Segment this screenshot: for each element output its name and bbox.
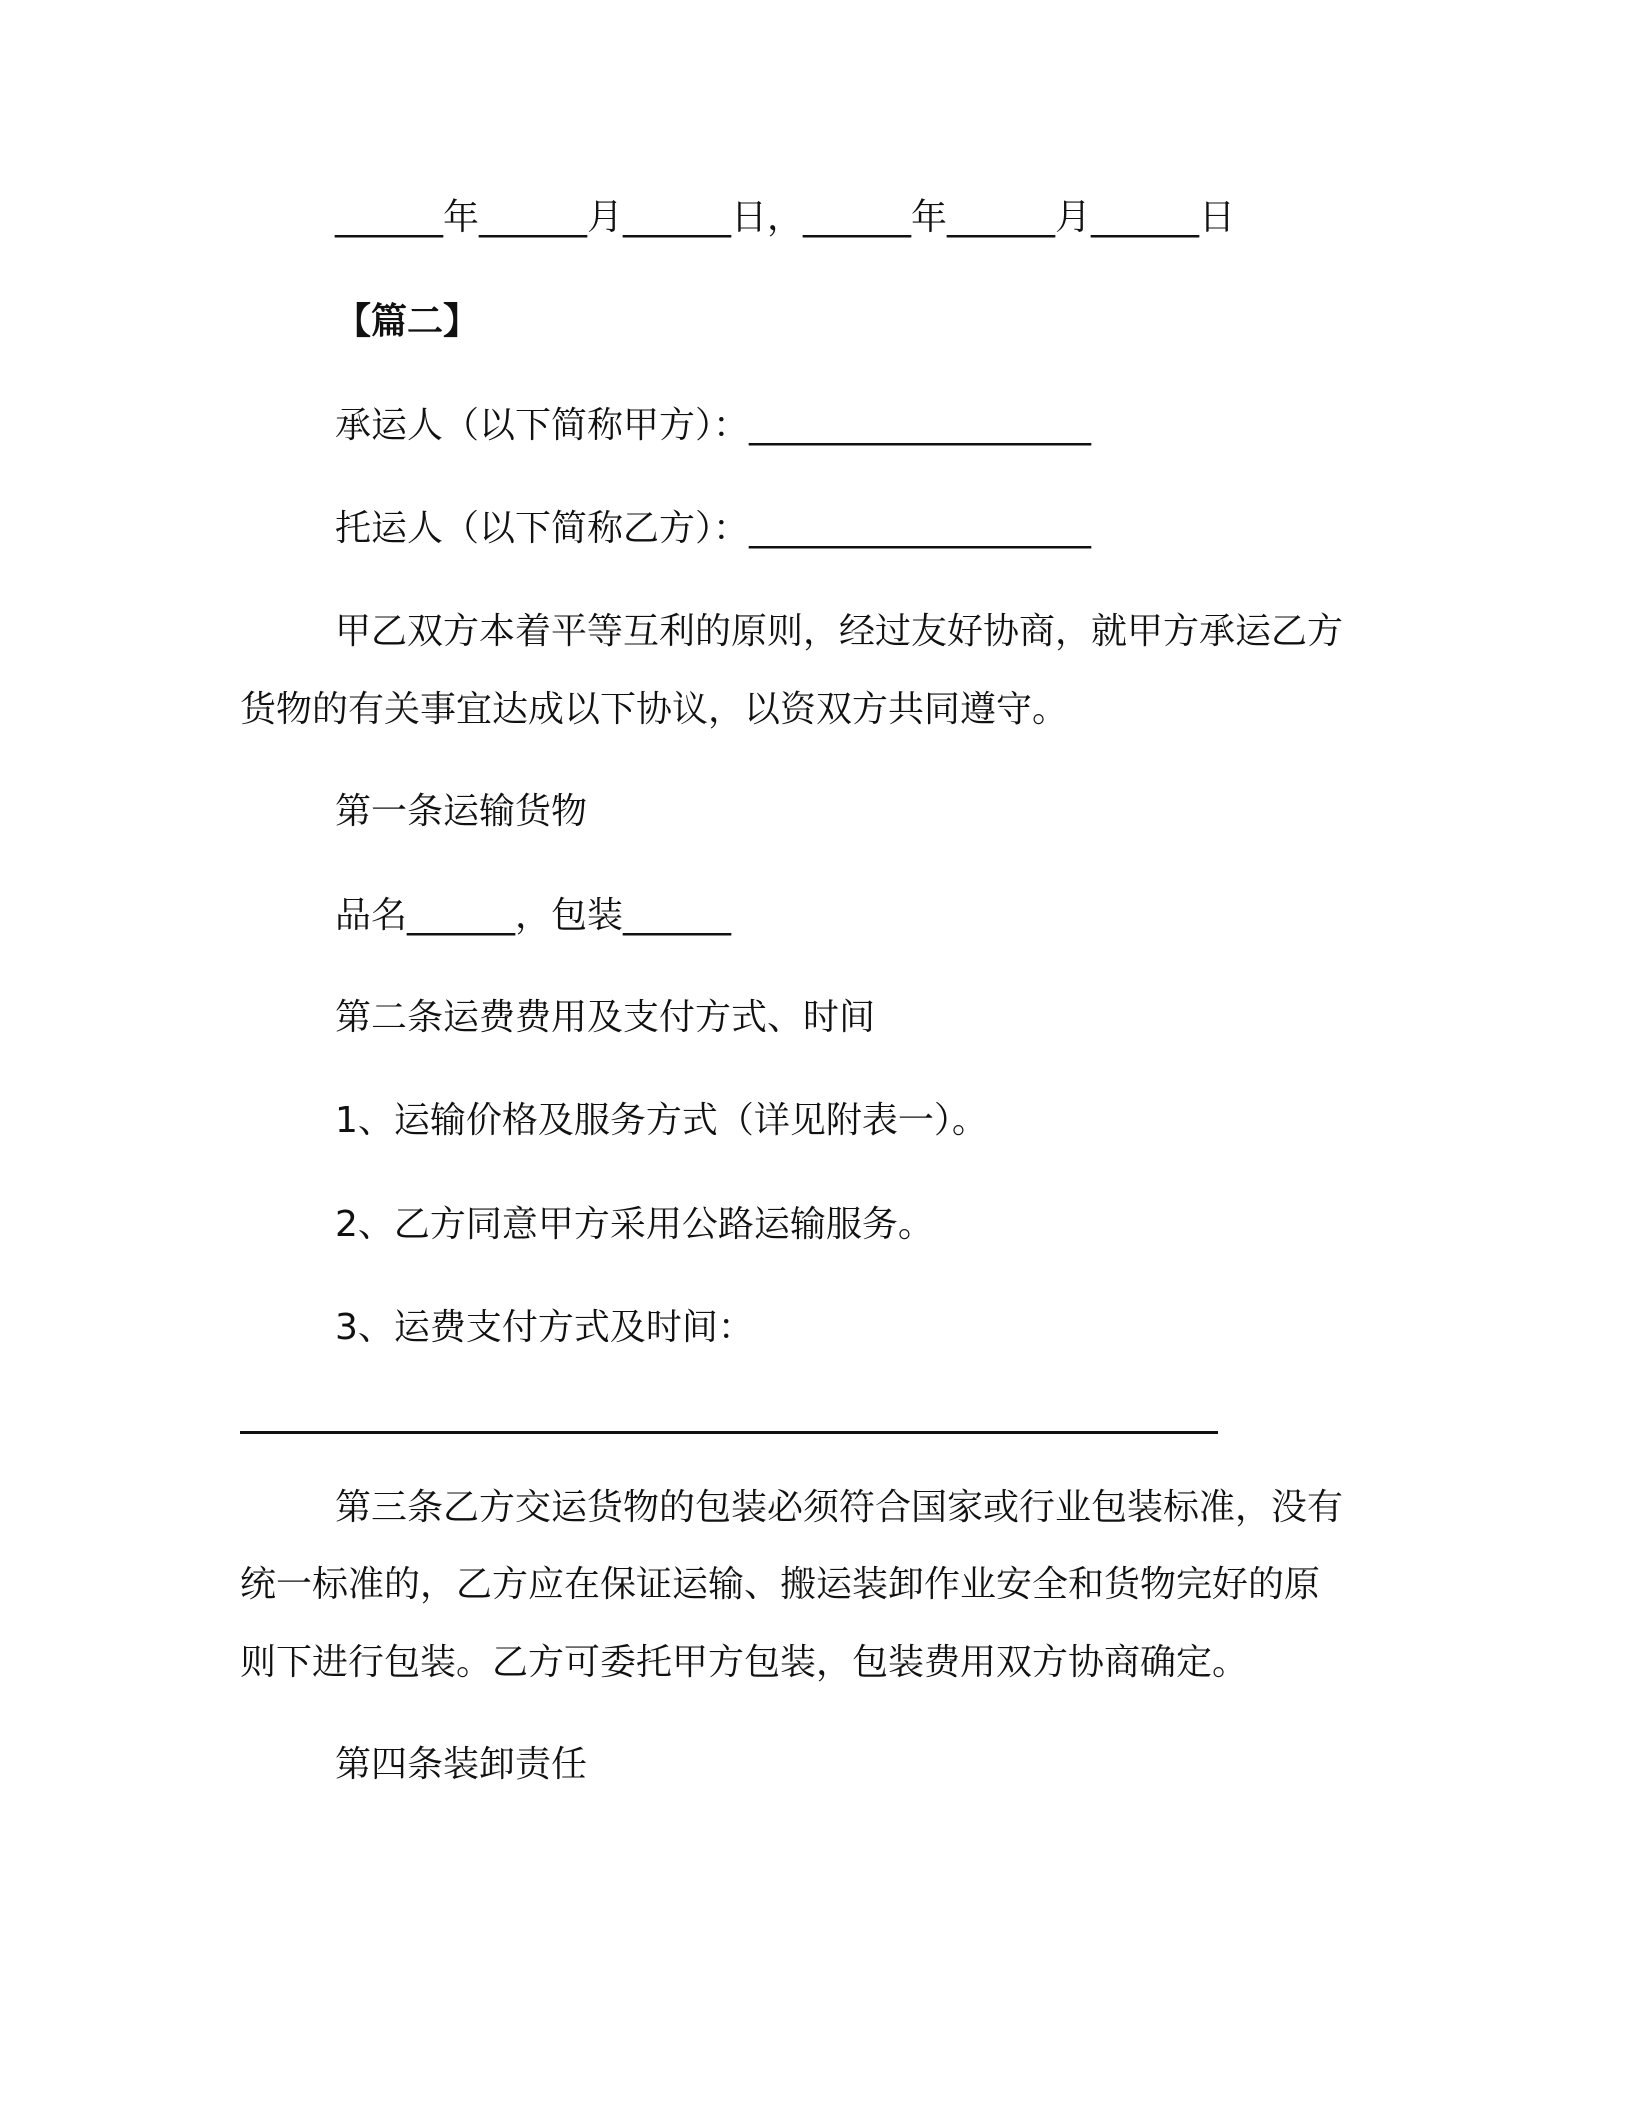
carrier-line: 承运人（以下简称甲方）：___________________	[335, 405, 1092, 446]
article-2-item-1: 1、运输价格及服务方式（详见附表一）。	[335, 1100, 988, 1141]
article-3-line-1: 第三条乙方交运货物的包装必须符合国家或行业包装标准，没有	[335, 1487, 1344, 1528]
section-heading: 【篇二】	[335, 301, 480, 342]
intro-paragraph-line-1: 甲乙双方本着平等互利的原则，经过友好协商，就甲方承运乙方	[335, 611, 1344, 652]
article-3-line-3: 则下进行包装。乙方可委托甲方包装，包装费用双方协商确定。	[240, 1642, 1249, 1683]
intro-paragraph-line-2: 货物的有关事宜达成以下协议，以资双方共同遵守。	[240, 689, 1069, 730]
date-line: ______年______月______日，______年______月______日	[335, 197, 1235, 238]
article-3-line-2: 统一标准的，乙方应在保证运输、搬运装卸作业安全和货物完好的原	[240, 1564, 1321, 1605]
article-4-title: 第四条装卸责任	[335, 1744, 588, 1785]
payment-blank-line	[240, 1431, 1218, 1434]
shipper-line: 托运人（以下简称乙方）：___________________	[335, 508, 1092, 549]
article-2-title: 第二条运费费用及支付方式、时间	[335, 997, 876, 1038]
article-1-fields: 品名______，包装______	[335, 895, 732, 936]
article-2-item-3: 3、运费支付方式及时间：	[335, 1307, 754, 1348]
article-2-item-2: 2、乙方同意甲方采用公路运输服务。	[335, 1204, 934, 1245]
article-1-title: 第一条运输货物	[335, 791, 588, 832]
